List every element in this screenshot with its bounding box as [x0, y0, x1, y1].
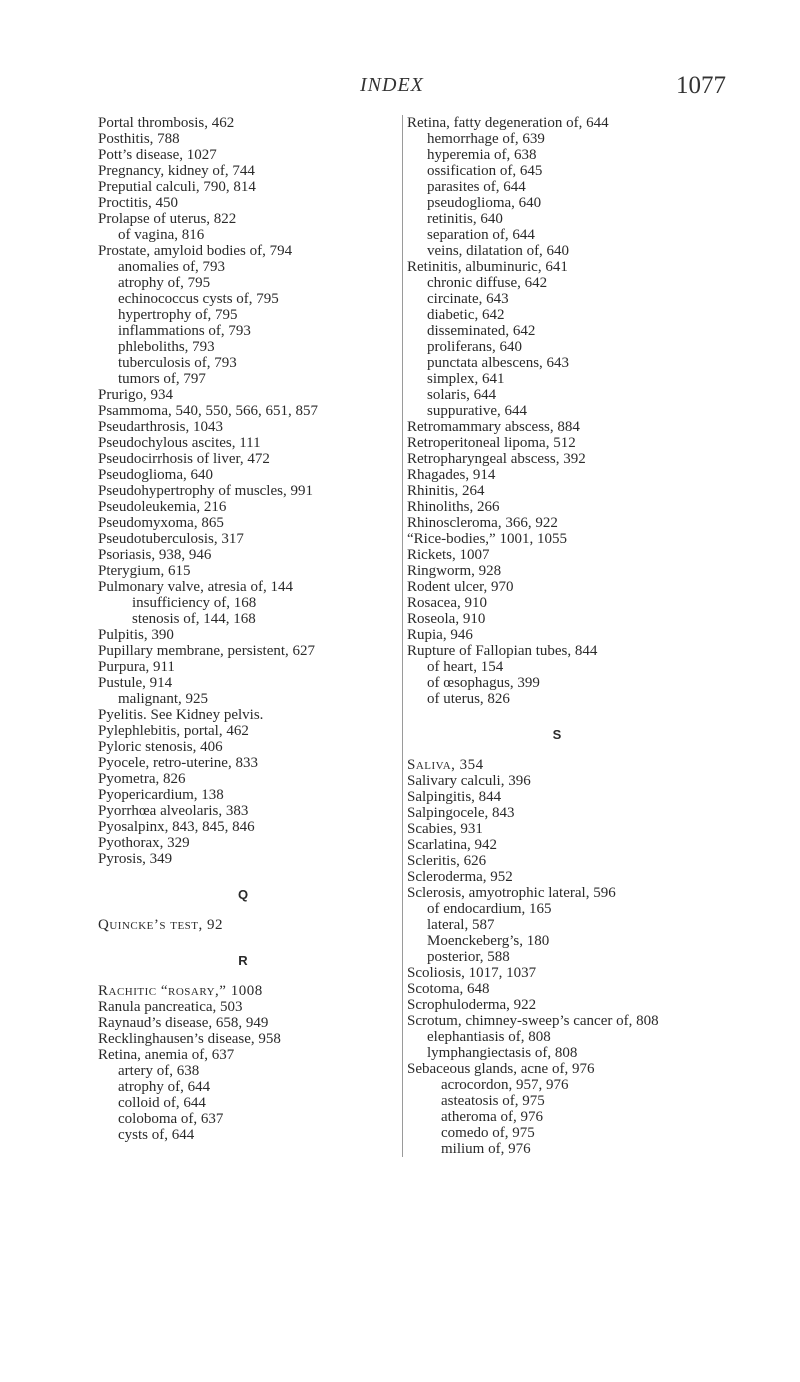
index-entry: Raynaud’s disease, 658, 949 [98, 1015, 269, 1031]
index-entry: Moenckeberg’s, 180 [427, 933, 550, 949]
index-entry: atheroma of, 976 [441, 1109, 544, 1125]
index-entry: Rachitic “rosary,” 1008 [98, 983, 263, 999]
index-entry: Roseola, 910 [407, 611, 486, 627]
section-letter-q: Q [237, 887, 249, 902]
index-entry: Scleroderma, 952 [407, 869, 513, 885]
index-entry: Pseudoleukemia, 216 [98, 499, 227, 515]
index-entry: Sclerosis, amyotrophic lateral, 596 [407, 885, 616, 901]
index-entry: Pregnancy, kidney of, 744 [98, 163, 255, 179]
index-entry: lateral, 587 [427, 917, 495, 933]
index-entry: Scrophuloderma, 922 [407, 997, 537, 1013]
index-entry: Rosacea, 910 [407, 595, 487, 611]
index-entry: Rhinoscleroma, 366, 922 [407, 515, 558, 531]
index-entry: Pseudochylous ascites, 111 [98, 435, 261, 451]
index-entry: Pseudoglioma, 640 [98, 467, 213, 483]
index-entry: Scrotum, chimney-sweep’s cancer of, 808 [407, 1013, 659, 1029]
right-block-s [407, 757, 707, 1157]
index-entry: Psoriasis, 938, 946 [98, 547, 212, 563]
index-entry: Retroperitoneal lipoma, 512 [407, 435, 576, 451]
index-entry: atrophy of, 644 [118, 1079, 211, 1095]
index-entry: coloboma of, 637 [118, 1111, 224, 1127]
page-number: 1077 [676, 72, 726, 99]
index-entry: Recklinghausen’s disease, 958 [98, 1031, 281, 1047]
index-entry: Pylephlebitis, portal, 462 [98, 723, 249, 739]
index-entry: Sebaceous glands, acne of, 976 [407, 1061, 595, 1077]
index-entry: insufficiency of, 168 [132, 595, 257, 611]
index-entry: tumors of, 797 [118, 371, 206, 387]
index-entry: suppurative, 644 [427, 403, 527, 419]
index-entry: of vagina, 816 [118, 227, 205, 243]
index-entry: Rhinoliths, 266 [407, 499, 500, 515]
index-entry: diabetic, 642 [427, 307, 505, 323]
index-entry: Pseudohypertrophy of muscles, 991 [98, 483, 313, 499]
index-entry: of endocardium, 165 [427, 901, 552, 917]
index-entry: Scoliosis, 1017, 1037 [407, 965, 537, 981]
index-entry: solaris, 644 [427, 387, 497, 403]
index-entry: “Rice-bodies,” 1001, 1055 [407, 531, 567, 547]
index-entry: Pyopericardium, 138 [98, 787, 224, 803]
index-entry: proliferans, 640 [427, 339, 522, 355]
left-block-r [98, 983, 388, 1143]
index-entry: circinate, 643 [427, 291, 509, 307]
index-entry: Prolapse of uterus, 822 [98, 211, 237, 227]
index-entry: Pyelitis. See Kidney pelvis. [98, 707, 264, 723]
index-entry: Scleritis, 626 [407, 853, 487, 869]
index-entry: Rodent ulcer, 970 [407, 579, 514, 595]
index-entry: chronic diffuse, 642 [427, 275, 548, 291]
index-entry: phleboliths, 793 [118, 339, 215, 355]
index-entry: Rupture of Fallopian tubes, 844 [407, 643, 598, 659]
index-entry: Retropharyngeal abscess, 392 [407, 451, 586, 467]
index-entry: Retina, anemia of, 637 [98, 1047, 235, 1063]
left-block-q [98, 917, 388, 933]
index-entry: ossification of, 645 [427, 163, 543, 179]
index-entry: pseudoglioma, 640 [427, 195, 542, 211]
index-entry: of heart, 154 [427, 659, 504, 675]
index-entry: lymphangiectasis of, 808 [427, 1045, 578, 1061]
index-entry: echinococcus cysts of, 795 [118, 291, 279, 307]
index-entry: Pterygium, 615 [98, 563, 191, 579]
index-entry: Proctitis, 450 [98, 195, 179, 211]
index-entry: colloid of, 644 [118, 1095, 206, 1111]
index-entry: asteatosis of, 975 [441, 1093, 545, 1109]
index-entry: Pseudocirrhosis of liver, 472 [98, 451, 270, 467]
index-entry: Pupillary membrane, persistent, 627 [98, 643, 316, 659]
index-entry: comedo of, 975 [441, 1125, 535, 1141]
section-letter-s: S [552, 727, 562, 742]
index-entry: atrophy of, 795 [118, 275, 211, 291]
index-entry: malignant, 925 [118, 691, 208, 707]
index-entry: Pott’s disease, 1027 [98, 147, 217, 163]
index-entry: Portal thrombosis, 462 [98, 115, 235, 131]
index-entry: Pyothorax, 329 [98, 835, 190, 851]
index-entry: Preputial calculi, 790, 814 [98, 179, 256, 195]
index-entry: Pulpitis, 390 [98, 627, 174, 643]
index-entry: posterior, 588 [427, 949, 510, 965]
index-entry: Retina, fatty degeneration of, 644 [407, 115, 609, 131]
index-entry: inflammations of, 793 [118, 323, 251, 339]
index-entry: artery of, 638 [118, 1063, 200, 1079]
index-entry: Scabies, 931 [407, 821, 483, 837]
index-entry: punctata albescens, 643 [427, 355, 570, 371]
index-entry: Prurigo, 934 [98, 387, 173, 403]
index-entry: simplex, 641 [427, 371, 505, 387]
index-entry: Quincke’s test, 92 [98, 917, 224, 933]
index-entry: Posthitis, 788 [98, 131, 180, 147]
index-entry: tuberculosis of, 793 [118, 355, 237, 371]
index-entry: parasites of, 644 [427, 179, 526, 195]
index-entry: Pyocele, retro-uterine, 833 [98, 755, 258, 771]
index-entry: veins, dilatation of, 640 [427, 243, 570, 259]
left-index-column [98, 115, 388, 1143]
index-entry: Rhagades, 914 [407, 467, 496, 483]
right-index-column [402, 115, 707, 1157]
left-block-p [98, 115, 388, 867]
index-entry: Retinitis, albuminuric, 641 [407, 259, 568, 275]
index-entry: Salpingitis, 844 [407, 789, 502, 805]
index-entry: hyperemia of, 638 [427, 147, 537, 163]
index-entry: Pseudotuberculosis, 317 [98, 531, 244, 547]
index-entry: acrocordon, 957, 976 [441, 1077, 569, 1093]
index-entry: milium of, 976 [441, 1141, 531, 1157]
index-entry: Pyrosis, 349 [98, 851, 173, 867]
index-entry: Pyosalpinx, 843, 845, 846 [98, 819, 255, 835]
index-entry: Pustule, 914 [98, 675, 173, 691]
index-entry: Pyloric stenosis, 406 [98, 739, 223, 755]
section-letter-r: R [238, 953, 248, 968]
index-entry: separation of, 644 [427, 227, 535, 243]
index-entry: Rupia, 946 [407, 627, 473, 643]
index-entry: retinitis, 640 [427, 211, 503, 227]
index-entry: Ringworm, 928 [407, 563, 502, 579]
index-entry: of uterus, 826 [427, 691, 510, 707]
index-entry: Ranula pancreatica, 503 [98, 999, 243, 1015]
index-entry: elephantiasis of, 808 [427, 1029, 551, 1045]
index-entry: cysts of, 644 [118, 1127, 195, 1143]
index-entry: Pulmonary valve, atresia of, 144 [98, 579, 293, 595]
index-entry: Salpingocele, 843 [407, 805, 515, 821]
index-entry: Saliva, 354 [407, 757, 484, 773]
index-entry: Rhinitis, 264 [407, 483, 485, 499]
index-entry: stenosis of, 144, 168 [132, 611, 256, 627]
index-entry: Pseudarthrosis, 1043 [98, 419, 223, 435]
index-entry: hypertrophy of, 795 [118, 307, 238, 323]
index-entry: Scarlatina, 942 [407, 837, 497, 853]
index-entry: Salivary calculi, 396 [407, 773, 531, 789]
page-header-title: INDEX [360, 74, 424, 96]
index-entry: Psammoma, 540, 550, 566, 651, 857 [98, 403, 318, 419]
index-entry: Pseudomyxoma, 865 [98, 515, 224, 531]
index-entry: anomalies of, 793 [118, 259, 226, 275]
index-entry: Purpura, 911 [98, 659, 175, 675]
index-entry: hemorrhage of, 639 [427, 131, 545, 147]
right-block-r [407, 115, 707, 707]
index-entry: of œsophagus, 399 [427, 675, 540, 691]
index-entry: Pyometra, 826 [98, 771, 186, 787]
index-entry: disseminated, 642 [427, 323, 536, 339]
index-entry: Pyorrhœa alveolaris, 383 [98, 803, 249, 819]
index-entry: Prostate, amyloid bodies of, 794 [98, 243, 293, 259]
index-entry: Rickets, 1007 [407, 547, 490, 563]
index-entry: Scotoma, 648 [407, 981, 490, 997]
index-entry: Retromammary abscess, 884 [407, 419, 580, 435]
